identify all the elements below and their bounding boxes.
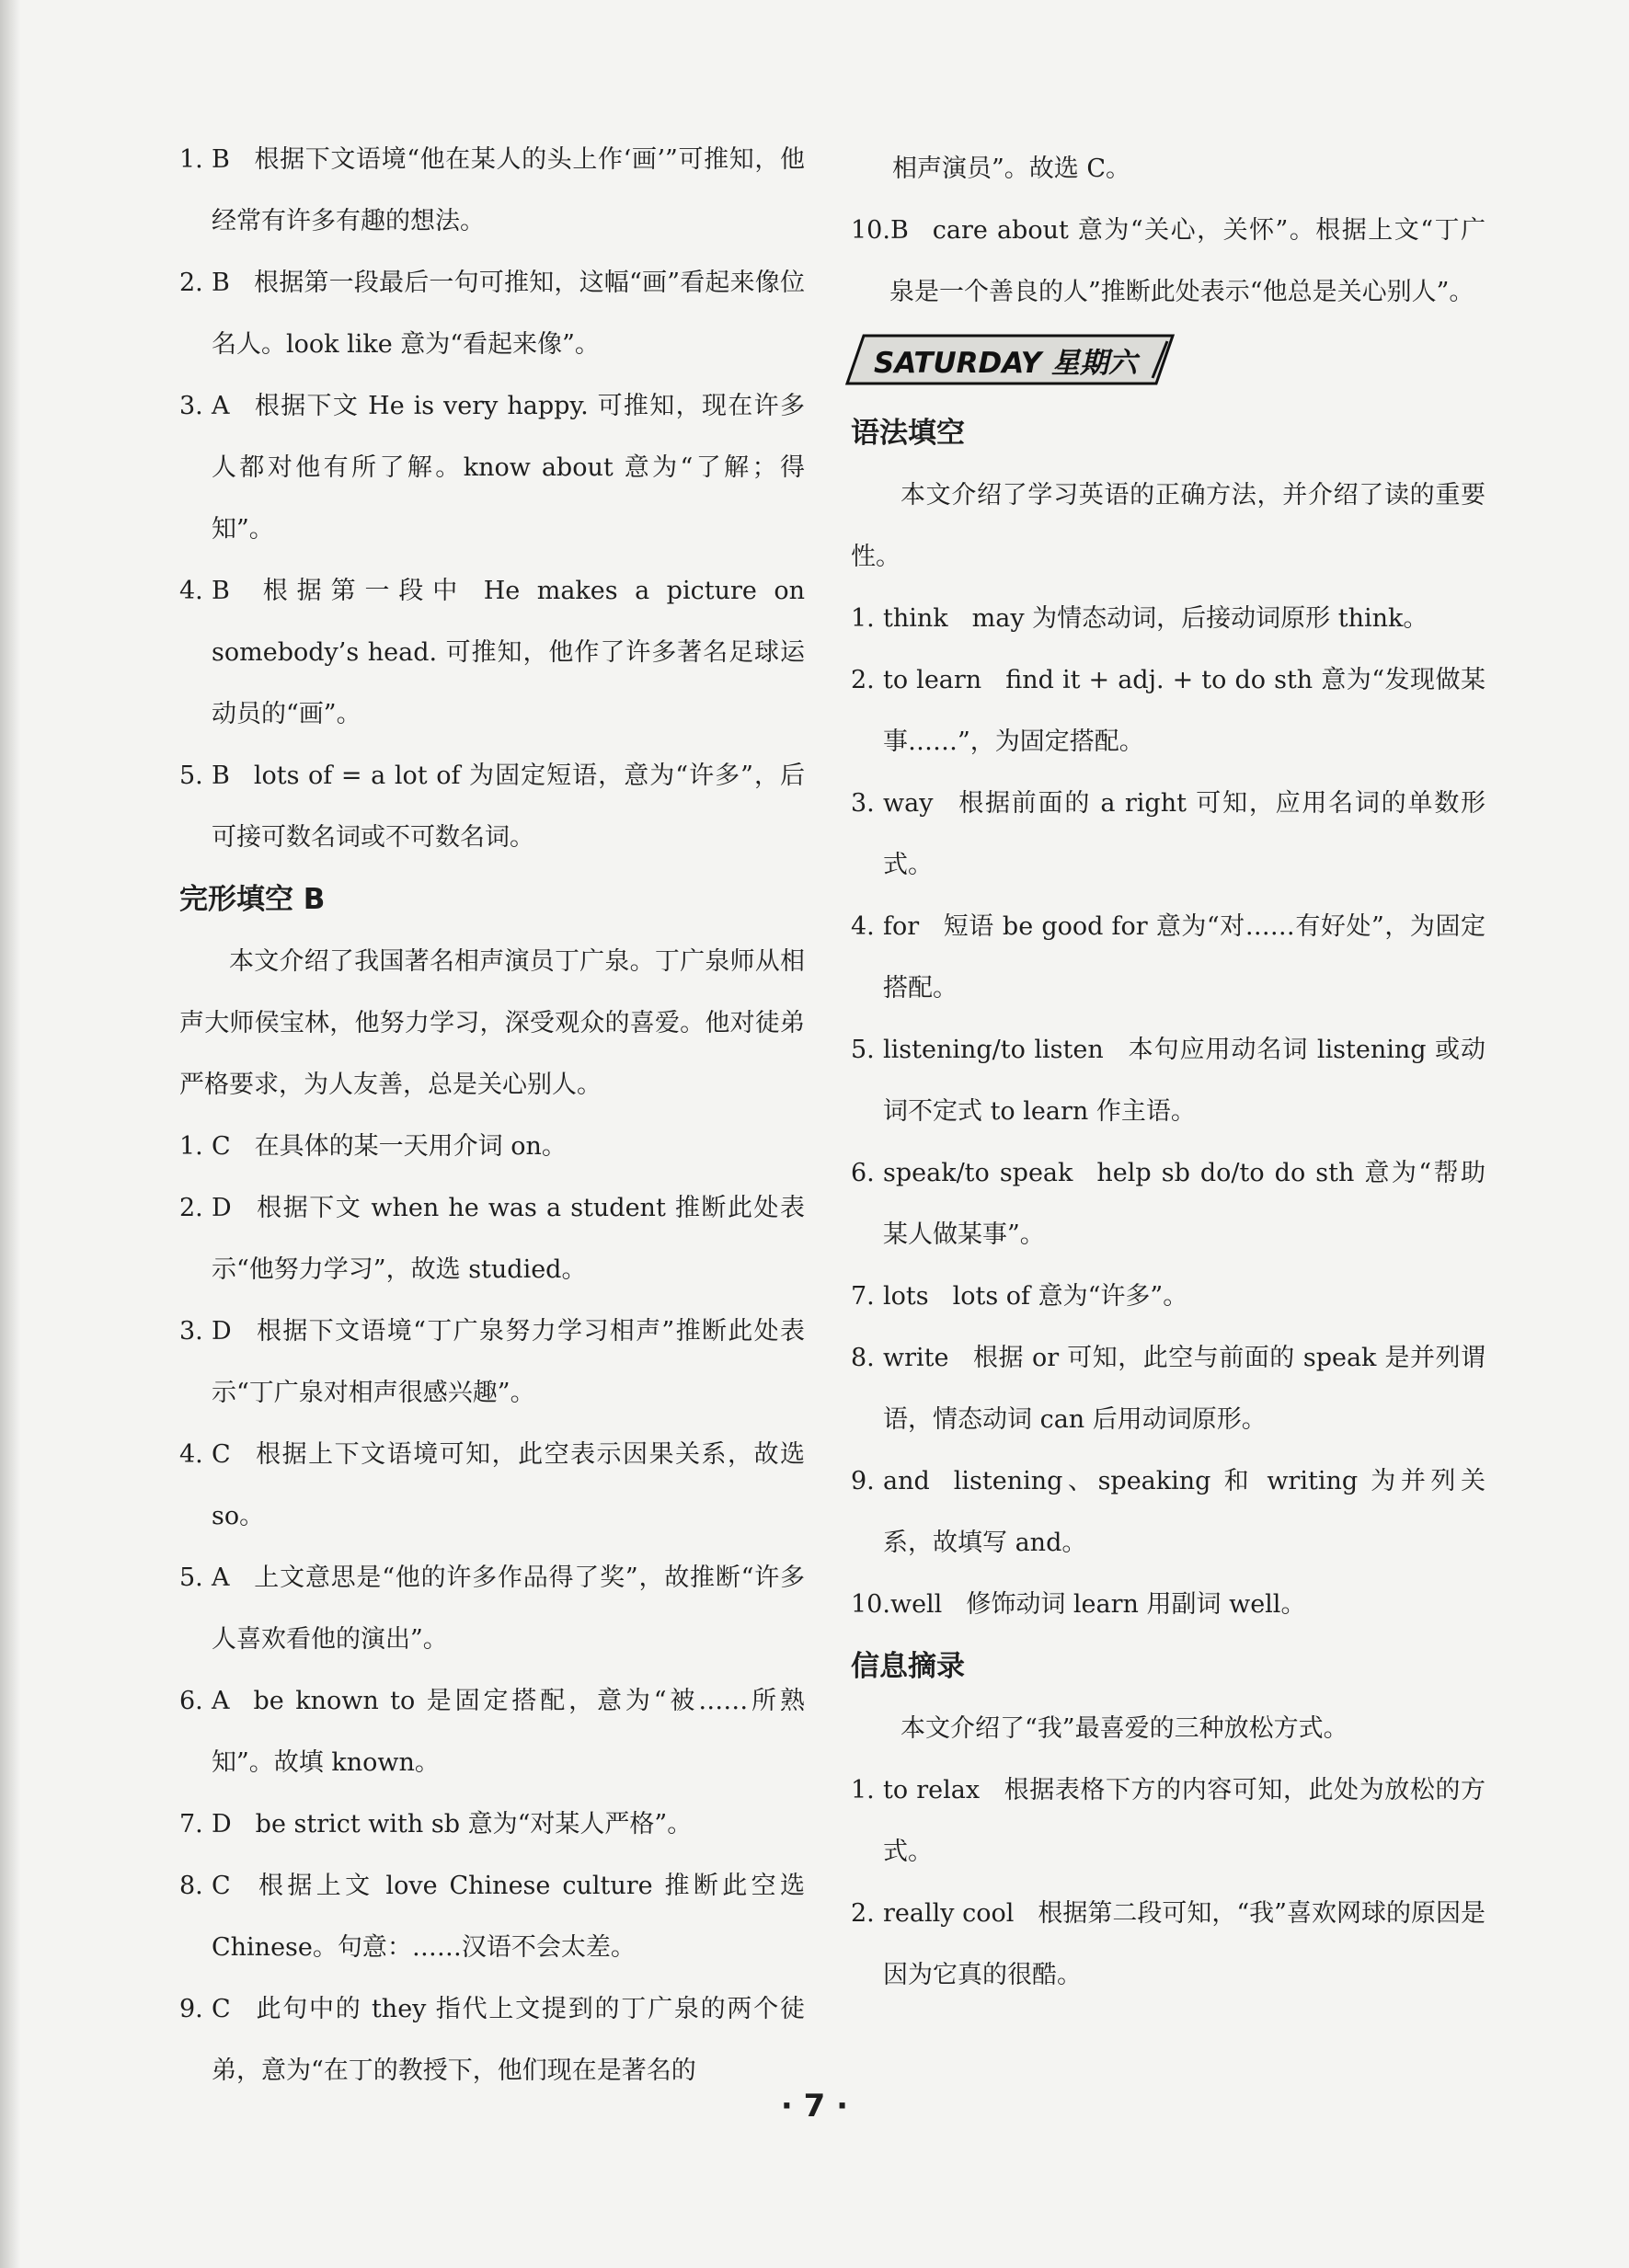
list-item: 3. D 根据下文语境“丁广泉努力学习相声”推断此处表示“丁广泉对相声很感兴趣”。 [179, 1317, 805, 1407]
right-column [851, 138, 1486, 2006]
banner-english: SATURDAY [874, 347, 1042, 380]
list-item: 5. listening/to listen 本句应用动名词 listening 或动词不定式 to learn 作主语。 [851, 1036, 1486, 1126]
left-column [179, 129, 805, 2102]
list-item: 6. speak/to speak help sb do/to do sth 意为“帮助某人做某事”。 [851, 1159, 1486, 1249]
grammar-answers [851, 588, 1486, 1635]
list-item: 4. for 短语 be good for 意为“对……有好处”，为固定搭配。 [851, 912, 1486, 1002]
page-number: · 7 · [780, 2088, 849, 2125]
section-intro: 本文介绍了我国著名相声演员丁广泉。丁广泉师从相声大师侯宝林，他努力学习，深受观众的喜爱。他对徒弟严格要求，为人友善，总是关心别人。 [179, 947, 805, 1099]
info-answers [851, 1759, 1486, 2006]
list-item: 7. D be strict with sb 意为“对某人严格”。 [179, 1810, 693, 1838]
list-item: 8. C 根据上文 love Chinese culture 推断此空选 Chinese。句意：……汉语不会太差。 [179, 1872, 805, 1962]
section-heading-cloze-b: 完形填空 B [179, 883, 326, 916]
list-item: 5. B lots of = a lot of 为固定短语，意为“许多”，后可接可数名词或不可数名词。 [179, 762, 805, 852]
cloze-b-answers [179, 1116, 805, 2102]
banner-chinese: 星期六 [1050, 347, 1137, 380]
list-item: 2. B 根据第一段最后一句可推知，这幅“画”看起来像位名人。look like 意为“看起来像”。 [179, 269, 805, 359]
list-item: 4. C 根据上下文语境可知，此空表示因果关系，故选 so。 [179, 1440, 805, 1530]
list-item: 1. think may 为情态动词，后接动词原形 think。 [851, 604, 1428, 633]
list-item: 1. C 在具体的某一天用介词 on。 [179, 1132, 567, 1161]
list-item: 9. C 此句中的 they 指代上文提到的丁广泉的两个徒弟，意为“在丁的教授下，他们现在是著名的 [179, 1995, 805, 2085]
list-item: 2. D 根据下文 when he was a student 推断此处表示“他努力学习”，故选 studied。 [179, 1194, 805, 1284]
section-intro: 本文介绍了“我”最喜爱的三种放松方式。 [901, 1714, 1348, 1743]
continuation-text: 相声演员”。故选 C。 [892, 155, 1131, 183]
list-item: 10.well 修饰动词 learn 用副词 well。 [851, 1590, 1306, 1619]
day-banner [851, 323, 1486, 400]
list-item: 2. to learn find it + adj. + to do sth 意为“发现做某事……”，为固定搭配。 [851, 666, 1486, 756]
list-item: 10.B care about 意为“关心，关怀”。根据上文“丁广泉是一个善良的人”推断此处表示“他总是关心别人”。 [851, 216, 1486, 306]
scan-edge [0, 0, 20, 2268]
list-item: 1. B 根据下文语境“他在某人的头上作‘画’”可推知，他经常有许多有趣的想法。 [179, 145, 805, 235]
list-item: 7. lots lots of 意为“许多”。 [851, 1282, 1188, 1311]
list-item: 3. A 根据下文 He is very happy. 可推知，现在许多人都对他有所了解。know about 意为“了解；得知”。 [179, 392, 805, 544]
list-item: 8. write 根据 or 可知，此空与前面的 speak 是并列谓语，情态动词 can 后用动词原形。 [851, 1344, 1486, 1434]
list-item: 1. to relax 根据表格下方的内容可知，此处为放松的方式。 [851, 1776, 1486, 1866]
list-item: 5. A 上文意思是“他的许多作品得了奖”，故推断“许多人喜欢看他的演出”。 [179, 1564, 805, 1654]
section-heading-grammar: 语法填空 [851, 417, 965, 450]
banner-label [874, 339, 1137, 381]
list-item: 9. and listening、speaking 和 writing 为并列关系，故填写 and。 [851, 1467, 1486, 1557]
list-item: 3. way 根据前面的 a right 可知，应用名词的单数形式。 [851, 789, 1486, 879]
list-item: 2. really cool 根据第二段可知，“我”喜欢网球的原因是因为它真的很酷。 [851, 1899, 1486, 1989]
section-heading-info: 信息摘录 [851, 1650, 965, 1683]
list-item: 4. B 根据第一段中 He makes a picture on somebody’s head. 可推知，他作了许多著名足球运动员的“画”。 [179, 577, 805, 728]
list-item: 6. A be known to 是固定搭配，意为“被……所熟知”。故填 known。 [179, 1687, 805, 1777]
section-intro: 本文介绍了学习英语的正确方法，并介绍了读的重要性。 [851, 481, 1486, 571]
passage1-answers [179, 129, 805, 868]
